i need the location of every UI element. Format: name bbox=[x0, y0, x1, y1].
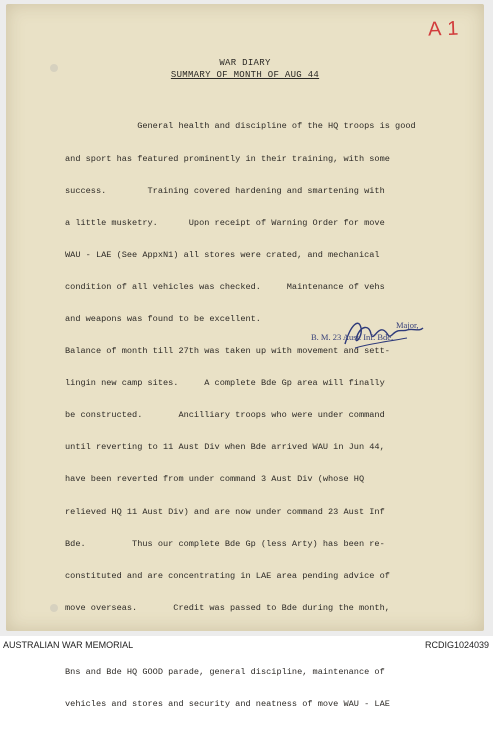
subtitle-text: SUMMARY OF MONTH OF AUG 44 bbox=[170, 70, 320, 80]
document-subtitle bbox=[6, 70, 484, 80]
archive-name: AUSTRALIAN WAR MEMORIAL bbox=[3, 640, 134, 650]
document-title: WAR DIARY bbox=[219, 58, 271, 68]
body-line: relieved HQ 11 Aust Div) and are now under command 23 Aust Inf bbox=[65, 506, 385, 517]
body-line: condition of all vehicles was checked. Maintenance of vehs bbox=[65, 281, 385, 292]
body-line: a little musketry. Upon receipt of Warning Order for move bbox=[65, 217, 385, 228]
body-line: until reverting to 11 Aust Div when Bde arrived WAU in Jun 44, bbox=[65, 442, 385, 453]
body-line: success. Training covered hardening and smartening with bbox=[65, 185, 385, 196]
body-line: Bns and Bde HQ GOOD parade, general discipline, maintenance of bbox=[65, 667, 385, 677]
body-line: Balance of month till 27th was taken up with movement and sett- bbox=[65, 346, 390, 357]
body-line: have been reverted from under command 3 Aust Div (whose HQ bbox=[65, 474, 365, 485]
archive-footer bbox=[0, 636, 493, 654]
body-line: Bde. Thus our complete Bde Gp (less Arty) has been re- bbox=[65, 538, 385, 549]
body-line: and weapons was found to be excellent. bbox=[65, 313, 261, 324]
body-line: vehicles and stores and security and neatness of move WAU - LAE bbox=[65, 699, 390, 710]
punch-hole bbox=[50, 604, 58, 612]
body-line: constituted and are concentrating in LAE area pending advice of bbox=[65, 570, 390, 581]
body-line: be constructed. Ancilliary troops who were under command bbox=[65, 410, 385, 421]
body-line: move overseas. Credit was passed to Bde during the month, bbox=[65, 602, 390, 613]
body-line: General health and discipline of the HQ troops is good bbox=[65, 121, 416, 132]
body-line: lingin new camp sites. A complete Bde Gp area will finally bbox=[65, 378, 385, 389]
reference-mark: A1 bbox=[427, 17, 465, 41]
archive-reference: RCDIG1024039 bbox=[424, 640, 489, 650]
signature-rank: Major, bbox=[396, 320, 419, 330]
body-line: and sport has featured prominently in their training, with some bbox=[65, 153, 390, 164]
body-line: WAU - LAE (See AppxN1) all stores were crated, and mechanical bbox=[65, 249, 380, 260]
signature-unit: B. M. 23 Aust. Inf. Bde. bbox=[311, 332, 394, 342]
